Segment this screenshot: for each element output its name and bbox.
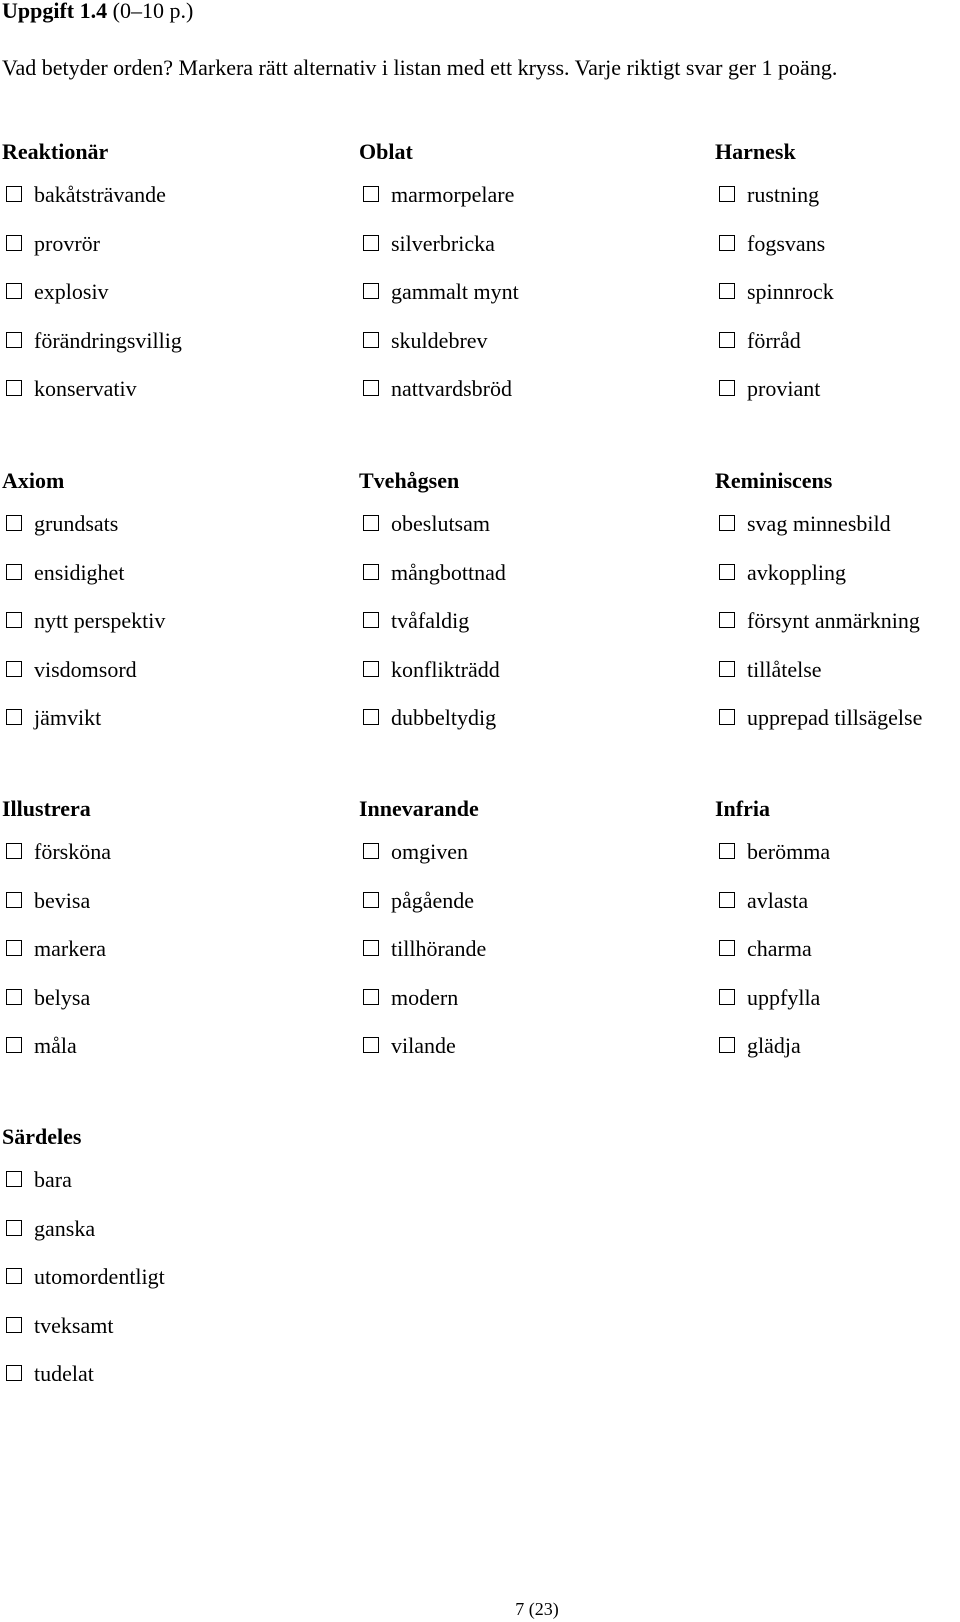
option-item[interactable]: [2, 560, 332, 609]
option-label: dubbeltydig: [391, 705, 497, 730]
word-title: Harnesk: [715, 139, 796, 164]
checkbox[interactable]: [719, 940, 735, 956]
checkbox[interactable]: [363, 612, 379, 628]
option-item[interactable]: [359, 1033, 689, 1082]
option-label: markera: [34, 936, 107, 961]
option-list: [715, 511, 960, 754]
option-item[interactable]: [2, 328, 332, 377]
option-label: charma: [747, 936, 812, 961]
option-label: utomordentligt: [34, 1264, 165, 1289]
option-item[interactable]: [359, 888, 689, 937]
checkbox[interactable]: [363, 989, 379, 1005]
checkbox[interactable]: [6, 235, 22, 251]
option-label: avlasta: [747, 887, 809, 913]
word-title: Innevarande: [359, 796, 479, 821]
word-group-sardeles: [2, 1124, 332, 1410]
word-group-harnesk: [715, 139, 960, 425]
checkbox[interactable]: [719, 661, 735, 677]
option-item[interactable]: [2, 1033, 332, 1082]
option-label: konservativ: [34, 376, 137, 401]
option-label: uppfylla: [747, 984, 821, 1010]
option-item[interactable]: [2, 376, 332, 425]
checkbox[interactable]: [6, 1317, 22, 1333]
option-label: måla: [34, 1033, 77, 1058]
option-item[interactable]: [2, 657, 332, 706]
option-item[interactable]: [715, 376, 960, 425]
word-title: Infria: [715, 796, 770, 821]
task-instruction: Vad betyder orden? Markera rätt alternativ i listan med ett kryss. Varje riktigt svar ger 1 poäng.: [2, 55, 838, 80]
option-item[interactable]: [2, 1361, 332, 1410]
option-item[interactable]: [715, 279, 960, 328]
option-list: [715, 839, 960, 1082]
checkbox[interactable]: [6, 515, 22, 531]
option-item[interactable]: [2, 936, 332, 985]
option-item[interactable]: [359, 839, 689, 888]
checkbox[interactable]: [6, 940, 22, 956]
word-title: Oblat: [359, 139, 413, 164]
option-label: marmorpelare: [391, 182, 515, 207]
option-label: silverbricka: [391, 230, 495, 256]
option-label: bara: [34, 1167, 72, 1192]
checkbox[interactable]: [6, 332, 22, 348]
checkbox[interactable]: [6, 1220, 22, 1236]
checkbox[interactable]: [363, 332, 379, 348]
checkbox[interactable]: [719, 515, 735, 531]
checkbox[interactable]: [6, 283, 22, 299]
checkbox[interactable]: [363, 1037, 379, 1053]
word-group-axiom: [2, 468, 332, 754]
word-title: Axiom: [2, 468, 65, 493]
option-item[interactable]: [2, 231, 332, 280]
option-label: försynt anmärkning: [747, 608, 920, 633]
checkbox[interactable]: [363, 892, 379, 908]
checkbox[interactable]: [6, 564, 22, 580]
option-label: berömma: [747, 839, 831, 864]
option-label: nytt perspektiv: [34, 608, 166, 633]
checkbox[interactable]: [363, 515, 379, 531]
option-list: [2, 182, 332, 425]
option-item[interactable]: [359, 511, 689, 560]
checkbox[interactable]: [363, 235, 379, 251]
checkbox[interactable]: [719, 892, 735, 908]
option-item[interactable]: [715, 560, 960, 609]
checkbox[interactable]: [6, 380, 22, 396]
word-group-infria: [715, 796, 960, 1082]
option-label: tveksamt: [34, 1312, 114, 1338]
option-item[interactable]: [715, 608, 960, 657]
checkbox[interactable]: [719, 709, 735, 725]
option-item[interactable]: [2, 888, 332, 937]
option-item[interactable]: [2, 839, 332, 888]
option-item[interactable]: [715, 1033, 960, 1082]
word-title: Reminiscens: [715, 468, 833, 493]
option-item[interactable]: [2, 705, 332, 754]
option-item[interactable]: [359, 608, 689, 657]
option-label: nattvardsbröd: [391, 376, 512, 401]
option-item[interactable]: [715, 657, 960, 706]
option-label: jämvikt: [34, 705, 102, 730]
option-label: modern: [391, 984, 459, 1010]
option-item[interactable]: [2, 511, 332, 560]
option-item[interactable]: [715, 888, 960, 937]
checkbox[interactable]: [6, 892, 22, 908]
checkbox[interactable]: [6, 1268, 22, 1284]
checkbox[interactable]: [363, 709, 379, 725]
word-group-reminiscens: [715, 468, 960, 754]
option-item[interactable]: [2, 182, 332, 231]
option-label: skuldebrev: [391, 327, 488, 353]
checkbox[interactable]: [363, 843, 379, 859]
option-list: [359, 511, 689, 754]
option-item[interactable]: [715, 839, 960, 888]
option-item[interactable]: [359, 705, 689, 754]
word-title: Illustrera: [2, 796, 91, 821]
option-label: tudelat: [34, 1361, 94, 1386]
checkbox[interactable]: [719, 380, 735, 396]
checkbox[interactable]: [363, 380, 379, 396]
checkbox[interactable]: [6, 186, 22, 202]
option-item[interactable]: [2, 279, 332, 328]
option-label: provrör: [34, 230, 100, 256]
checkbox[interactable]: [6, 612, 22, 628]
option-item[interactable]: [2, 1264, 332, 1313]
checkbox[interactable]: [6, 1365, 22, 1381]
checkbox[interactable]: [719, 332, 735, 348]
option-list: [2, 511, 332, 754]
option-label: tillåtelse: [747, 656, 822, 682]
option-label: visdomsord: [34, 656, 137, 682]
option-label: tvåfaldig: [391, 608, 470, 633]
option-label: bakåtsträvande: [34, 182, 166, 207]
checkbox[interactable]: [6, 1037, 22, 1053]
option-item[interactable]: [715, 231, 960, 280]
checkbox[interactable]: [6, 709, 22, 725]
option-label: fogsvans: [747, 230, 826, 256]
option-label: förändringsvillig: [34, 327, 182, 353]
option-label: avkoppling: [747, 559, 846, 585]
page-number: 7 (23): [515, 1599, 559, 1619]
checkbox[interactable]: [6, 989, 22, 1005]
word-group-illustrera: [2, 796, 332, 1082]
option-label: gammalt mynt: [391, 279, 519, 304]
option-label: explosiv: [34, 279, 109, 304]
word-group-reaktionar: [2, 139, 332, 425]
checkbox[interactable]: [363, 661, 379, 677]
option-item[interactable]: [359, 936, 689, 985]
checkbox[interactable]: [6, 661, 22, 677]
option-item[interactable]: [359, 328, 689, 377]
option-item[interactable]: [359, 376, 689, 425]
option-label: grundsats: [34, 511, 119, 536]
word-group-innevarande: [359, 796, 689, 1082]
option-label: obeslutsam: [391, 511, 490, 536]
option-item[interactable]: [2, 985, 332, 1034]
option-item[interactable]: [715, 985, 960, 1034]
option-item[interactable]: [359, 657, 689, 706]
option-item[interactable]: [2, 608, 332, 657]
checkbox[interactable]: [719, 235, 735, 251]
option-label: bevisa: [34, 887, 91, 913]
checkbox[interactable]: [719, 283, 735, 299]
checkbox[interactable]: [363, 283, 379, 299]
checkbox[interactable]: [719, 564, 735, 580]
checkbox[interactable]: [719, 1037, 735, 1053]
option-item[interactable]: [2, 1216, 332, 1265]
option-item[interactable]: [715, 705, 960, 754]
option-list: [2, 839, 332, 1082]
checkbox[interactable]: [363, 186, 379, 202]
checkbox[interactable]: [719, 843, 735, 859]
option-label: försköna: [34, 839, 111, 864]
word-title: Tvehågsen: [359, 468, 460, 493]
option-label: tillhörande: [391, 936, 487, 961]
option-label: proviant: [747, 376, 821, 401]
word-title: Särdeles: [2, 1124, 82, 1149]
option-list: [2, 1167, 332, 1410]
option-item[interactable]: [715, 511, 960, 560]
option-item[interactable]: [359, 231, 689, 280]
option-label: belysa: [34, 984, 91, 1010]
option-label: svag minnesbild: [747, 511, 891, 536]
option-label: spinnrock: [747, 279, 834, 304]
option-label: pågående: [391, 887, 475, 913]
option-label: vilande: [391, 1033, 456, 1058]
option-item[interactable]: [2, 1313, 332, 1362]
option-list: [359, 839, 689, 1082]
option-item[interactable]: [359, 985, 689, 1034]
word-title: Reaktionär: [2, 139, 109, 164]
option-item[interactable]: [359, 182, 689, 231]
task-label: Uppgift 1.4: [2, 0, 108, 23]
option-label: omgiven: [391, 839, 468, 864]
option-label: rustning: [747, 182, 820, 207]
task-heading: [2, 0, 193, 24]
option-item[interactable]: [2, 1167, 332, 1216]
option-item[interactable]: [359, 560, 689, 609]
option-item[interactable]: [715, 182, 960, 231]
option-label: förråd: [747, 327, 801, 353]
checkbox[interactable]: [719, 186, 735, 202]
option-label: glädja: [747, 1033, 801, 1058]
option-label: mångbottnad: [391, 559, 506, 585]
checkbox[interactable]: [719, 989, 735, 1005]
option-label: ensidighet: [34, 559, 125, 585]
option-label: ganska: [34, 1215, 96, 1241]
option-label: konfliktrӓdd: [391, 656, 500, 682]
option-item[interactable]: [715, 328, 960, 377]
option-list: [715, 182, 960, 425]
option-item[interactable]: [359, 279, 689, 328]
checkbox[interactable]: [363, 564, 379, 580]
checkbox[interactable]: [363, 940, 379, 956]
task-points: (0–10 p.): [112, 0, 194, 23]
checkbox[interactable]: [6, 1171, 22, 1187]
option-item[interactable]: [715, 936, 960, 985]
checkbox[interactable]: [6, 843, 22, 859]
word-group-oblat: [359, 139, 689, 425]
option-label: upprepad tillsägelse: [747, 705, 923, 730]
checkbox[interactable]: [719, 612, 735, 628]
word-group-tvehagsen: [359, 468, 689, 754]
option-list: [359, 182, 689, 425]
